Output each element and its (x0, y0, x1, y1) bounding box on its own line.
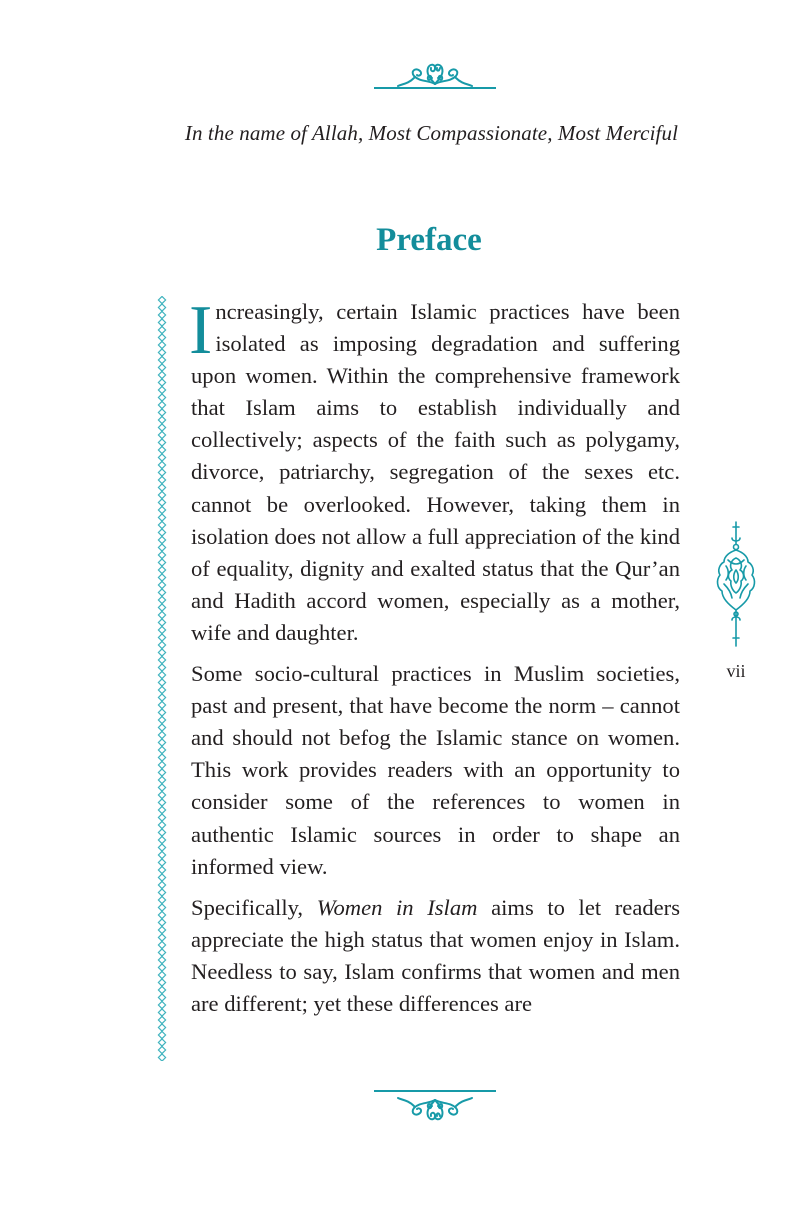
top-flourish-ornament (372, 56, 498, 96)
paragraph-3 (191, 892, 680, 1020)
book-title-italic: Women in Islam (316, 894, 478, 920)
preface-body (189, 292, 680, 1029)
paragraph-1 (189, 292, 680, 649)
bottom-flourish-ornament (372, 1088, 498, 1128)
paragraph-3-rest: aims to let readers appreciate the high status that women enjoy in Islam. Needless to say, Islam confirms that women and men are different; yet these differences are (191, 894, 680, 1016)
page-number: vii (726, 661, 746, 681)
scroll-flourish-icon (372, 1088, 498, 1128)
chapter-title: Preface (376, 222, 482, 258)
drop-cap: I (189, 292, 213, 369)
paragraph-1-text: ncreasingly, certain Islamic practices have been isolated as imposing degradation and suffering upon women. Within the comprehensive framework that Islam aims to establish individually and collectively; aspects of the faith such as polygamy, divorce, patriarchy, segregation of the sexes etc. cannot be overlooked. However, taking them in isolation does not allow a full appreciation of the kind of equality, dignity and exalted status that the Qur’an and Hadith accord women, especially as a mother, wife and daughter. (191, 299, 680, 645)
scroll-flourish-icon (372, 56, 498, 96)
paragraph-2: Some socio-cultural practices in Muslim societies, past and present, that have become the norm – cannot and should not befog the Islamic stance on women. This work provides readers with an opportunity to consider some of the references to women in authentic Islamic sources in order to shape an informed view. (191, 661, 680, 879)
left-chain-border (156, 296, 168, 1061)
paragraph-3-lead: Specifically, (191, 894, 317, 920)
lotus-pendant-icon (714, 520, 758, 650)
lotus-pendant-ornament (714, 520, 758, 650)
diamond-chain-icon (156, 296, 168, 1061)
basmala-line: In the name of Allah, Most Compassionate, Most Merciful (184, 121, 678, 145)
